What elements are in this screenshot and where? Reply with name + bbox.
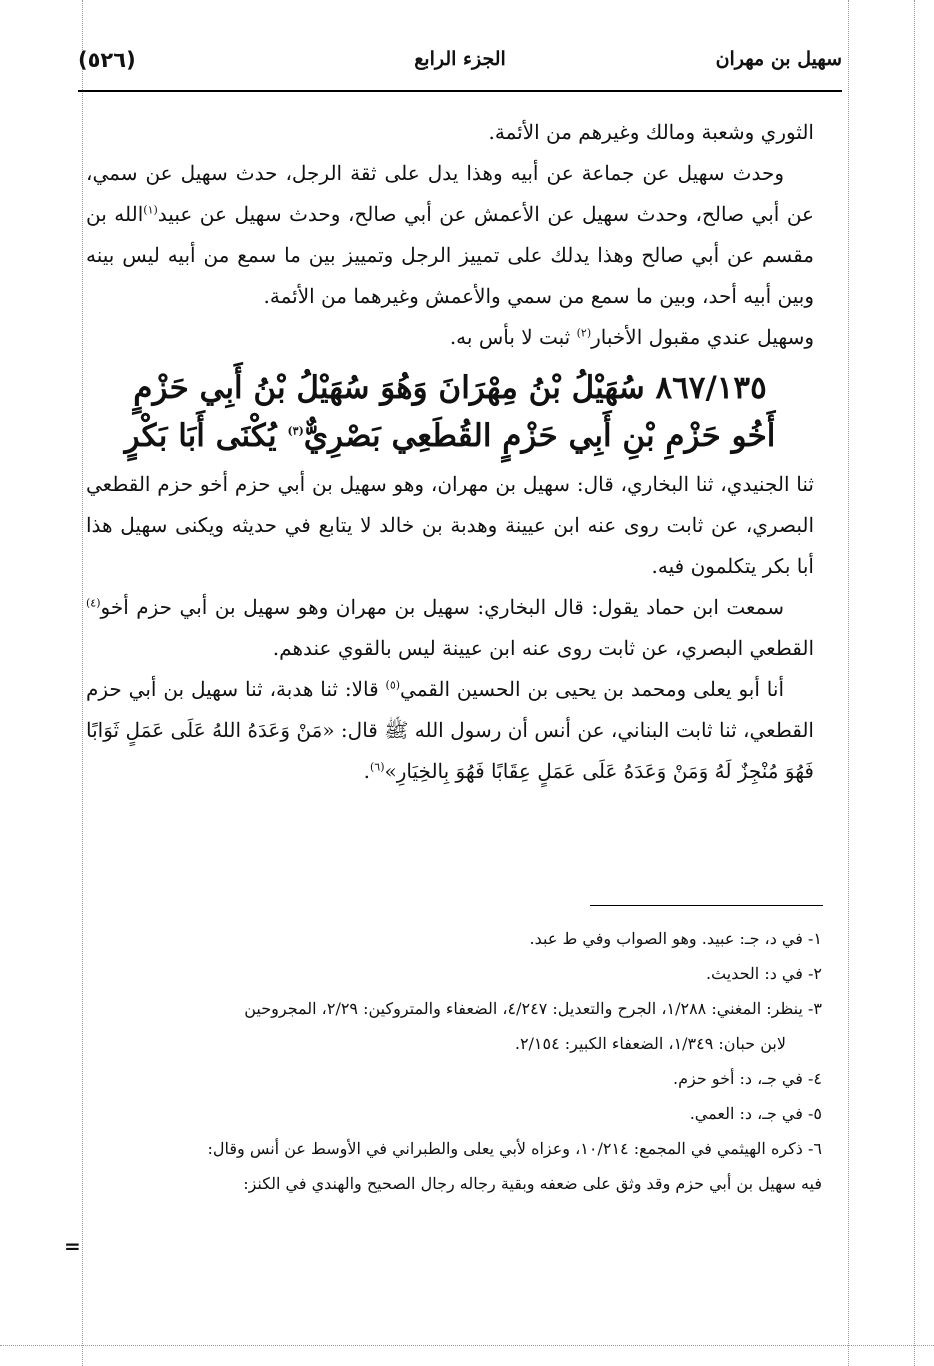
footnote-separator — [590, 905, 823, 906]
entry-heading-line: ٨٦٧/١٣٥ سُهَيْلُ بْنُ مِهْرَانَ وَهُوَ سُهَيْلُ بْنُ أَبِي حَزْمٍ — [133, 370, 767, 406]
continuation-mark: = — [64, 1234, 81, 1258]
scan-guide-line — [0, 1345, 934, 1346]
footnote-ref: (٤) — [86, 596, 101, 610]
page-header — [78, 42, 842, 92]
scan-guide-line — [848, 0, 849, 1366]
page-number: (٥٢٦) — [78, 48, 136, 72]
paragraph: أنا أبو يعلى ومحمد بن يحيى بن الحسين القمي$^{(٥)}$ قالا: ثنا هدبة، ثنا سهيل بن أبي حزم القطعي، ثنا ثابت البناني، عن أنس أن رسول الله ﷺ قال: «مَنْ وَعَدَهُ اللهُ عَلَى عَمَلٍ ثَوَابًا فَهُوَ مُنْجِزٌ لَهُ وَمَنْ وَعَدَهُ عَلَى عَمَلٍ عِقَابًا فَهُوَ بِالخِيَارِ»$^{(٦)}$. — [86, 677, 814, 783]
paragraph: وسهيل عندي مقبول الأخبار$^{(٢)}$ ثبت لا بأس به. — [449, 325, 814, 349]
footnote: ٥- في جـ، د: العمي. — [689, 1104, 822, 1123]
footnote-continuation: لابن حبان: ١/٣٤٩، الضعفاء الكبير: ٢/١٥٤. — [514, 1034, 786, 1053]
volume-title: الجزء الرابع — [414, 48, 506, 70]
footnote-ref: (٣) — [287, 424, 304, 438]
footnote: ٤- في جـ، د: أخو حزم. — [673, 1069, 822, 1088]
entry-heading-line: أَخُو حَزْمِ بْنِ أَبِي حَزْمٍ القُطَعِي بَصْرِيٌّ$^{(٣)}$ يُكْنَى أَبَا بَكْرٍ — [124, 418, 776, 454]
footnote: ٣- ينظر: المغني: ١/٢٨٨، الجرح والتعديل: ٤/٢٤٧، الضعفاء والمتروكين: ٢/٢٩، المجروحين — [244, 999, 822, 1018]
footnote-ref: (١) — [143, 203, 158, 217]
paragraph: سمعت ابن حماد يقول: قال البخاري: سهيل بن مهران وهو سهيل بن أبي حزم أخو$^{(٤)}$ القطعي البصري، عن ثابت روى عنه ابن عيينة ليس بالقوي عندهم. — [86, 595, 814, 660]
paragraph: وحدث سهيل عن جماعة عن أبيه وهذا يدل على ثقة الرجل، حدث سهيل عن سمي، عن أبي صالح، وحدث سهيل عن الأعمش عن أبي صالح، وحدث سهيل عن عبيد$^{(١)}$الله بن مقسم عن أبي صالح وهذا يدلك على تمييز الرجل وتمييز بين ما سمع من أبيه ليس بينه وبين أبيه أحد، وبين ما سمع من سمي والأعمش وغيرهما من الأئمة. — [86, 161, 814, 308]
footnote: ٦- ذكره الهيثمي في المجمع: ١٠/٢١٤، وعزاه لأبي يعلى والطبراني في الأوسط عن أنس وقال: — [207, 1139, 822, 1158]
footnote: ١- في د، جـ: عبيد. وهو الصواب وفي ط عبد. — [529, 929, 822, 948]
header-rule — [78, 90, 842, 92]
footnote-ref: (٥) — [385, 678, 401, 692]
running-title: سهيل بن مهران — [715, 48, 842, 70]
footnote: ٢- في د: الحديث. — [705, 964, 822, 983]
paragraph: ثنا الجنيدي، ثنا البخاري، قال: سهيل بن مهران، وهو سهيل بن أبي حزم أخو حزم القطعي البصري، عن ثابت روى عنه ابن عيينة وهدبة بن خالد لا يتابع في حديثه ويكنى سهيل هذا أبا بكر يتكلمون فيه. — [86, 472, 814, 578]
main-text — [86, 112, 814, 792]
footnote-ref: (٦) — [370, 760, 385, 774]
scan-guide-line — [82, 0, 83, 1366]
footnote-continuation: فيه سهيل بن أبي حزم وقد وثق على ضعفه وبقية رجاله رجال الصحيح والهندي في الكنز: — [243, 1174, 822, 1193]
scan-guide-line — [914, 0, 915, 1366]
paragraph: الثوري وشعبة ومالك وغيرهم من الأئمة. — [488, 120, 814, 144]
entry-heading — [86, 364, 814, 460]
footnote-ref: (٢) — [576, 326, 592, 340]
footnotes — [86, 921, 822, 1201]
